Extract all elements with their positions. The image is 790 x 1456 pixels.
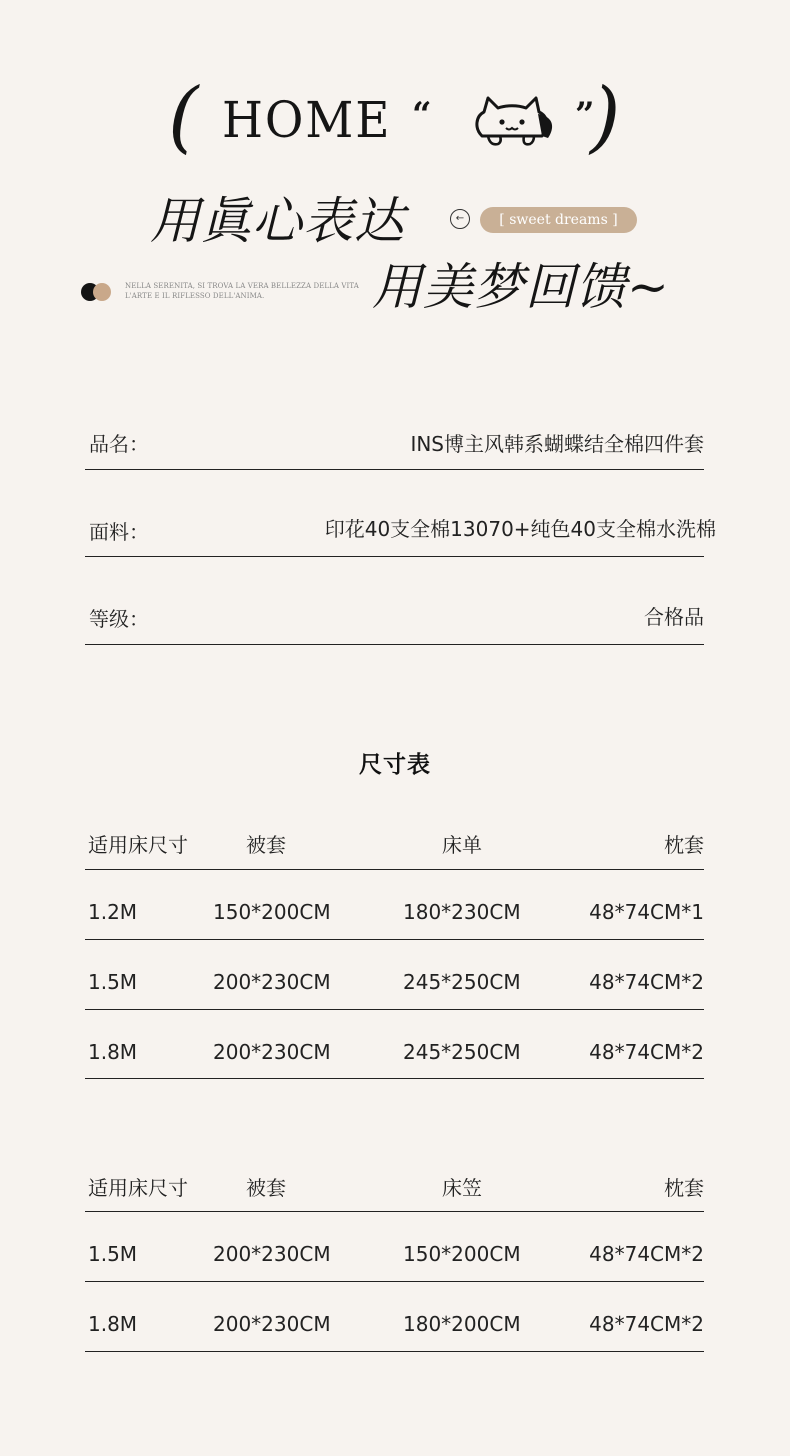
table-cell: 48*74CM*2 <box>589 970 704 994</box>
table-header-pillowcase: 枕套 <box>664 1176 704 1200</box>
info-label-grade: 等级： <box>89 607 149 631</box>
table-cell: 200*230CM <box>213 1040 331 1064</box>
table-cell: 48*74CM*2 <box>589 1312 704 1336</box>
table-cell: 200*230CM <box>213 1242 331 1266</box>
slogan-line-2: 用美梦回馈~ <box>372 258 670 316</box>
table-header-duvet: 被套 <box>246 1176 286 1200</box>
table-cell: 1.5M <box>88 970 138 994</box>
arrow-left-circle-icon: ← <box>450 209 470 229</box>
table-cell: 180*200CM <box>403 1312 521 1336</box>
small-italian-text-2: L'ARTE E IL RIFLESSO DELL'ANIMA. <box>125 292 265 300</box>
table-cell: 150*200CM <box>213 900 331 924</box>
table-cell: 1.5M <box>88 1242 138 1266</box>
info-value-grade: 合格品 <box>644 605 704 629</box>
table-cell: 200*230CM <box>213 1312 331 1336</box>
table-cell: 48*74CM*2 <box>589 1242 704 1266</box>
table-header-bed-size: 适用床尺寸 <box>88 1176 188 1200</box>
table-cell: 1.8M <box>88 1040 138 1064</box>
info-label-fabric: 面料： <box>89 520 149 544</box>
table-header-pillowcase: 枕套 <box>664 833 704 857</box>
divider <box>85 1211 704 1212</box>
table-cell: 245*250CM <box>403 1040 521 1064</box>
divider <box>85 556 704 557</box>
table-cell: 245*250CM <box>403 970 521 994</box>
sweet-dreams-tag: [ sweet dreams ] <box>480 207 637 233</box>
left-bracket: ( <box>168 72 199 162</box>
table-cell: 1.8M <box>88 1312 138 1336</box>
open-quote: “ <box>412 95 432 135</box>
logo-text: HOME <box>222 91 392 149</box>
table-cell: 150*200CM <box>403 1242 521 1266</box>
slogan-line-1: 用眞心表达 <box>150 192 405 250</box>
divider <box>85 1281 704 1282</box>
table-header-duvet: 被套 <box>246 833 286 857</box>
divider <box>85 939 704 940</box>
divider <box>85 469 704 470</box>
small-italian-text-1: NELLA SERENITA, SI TROVA LA VERA BELLEZZA DELLA VITA <box>125 282 359 290</box>
table-header-fitted-sheet: 床笠 <box>442 1176 482 1200</box>
info-label-name: 品名： <box>89 432 149 456</box>
divider <box>85 1351 704 1352</box>
divider <box>85 869 704 870</box>
size-chart-title: 尺寸表 <box>359 752 431 778</box>
table-header-sheet: 床单 <box>442 833 482 857</box>
tan-dot-decoration <box>93 283 111 301</box>
right-bracket: ) <box>590 72 621 162</box>
table-header-bed-size: 适用床尺寸 <box>88 833 188 857</box>
info-value-fabric: 印花40支全棉13070+纯色40支全棉水洗棉 <box>324 517 716 541</box>
info-value-name: INS博主风韩系蝴蝶结全棉四件套 <box>410 432 704 456</box>
divider <box>85 644 704 645</box>
table-cell: 200*230CM <box>213 970 331 994</box>
table-cell: 48*74CM*1 <box>589 900 704 924</box>
divider <box>85 1078 704 1079</box>
divider <box>85 1009 704 1010</box>
cat-face-icon <box>468 92 556 152</box>
table-cell: 1.2M <box>88 900 138 924</box>
table-cell: 48*74CM*2 <box>589 1040 704 1064</box>
close-quote: ” <box>575 95 595 135</box>
table-cell: 180*230CM <box>403 900 521 924</box>
